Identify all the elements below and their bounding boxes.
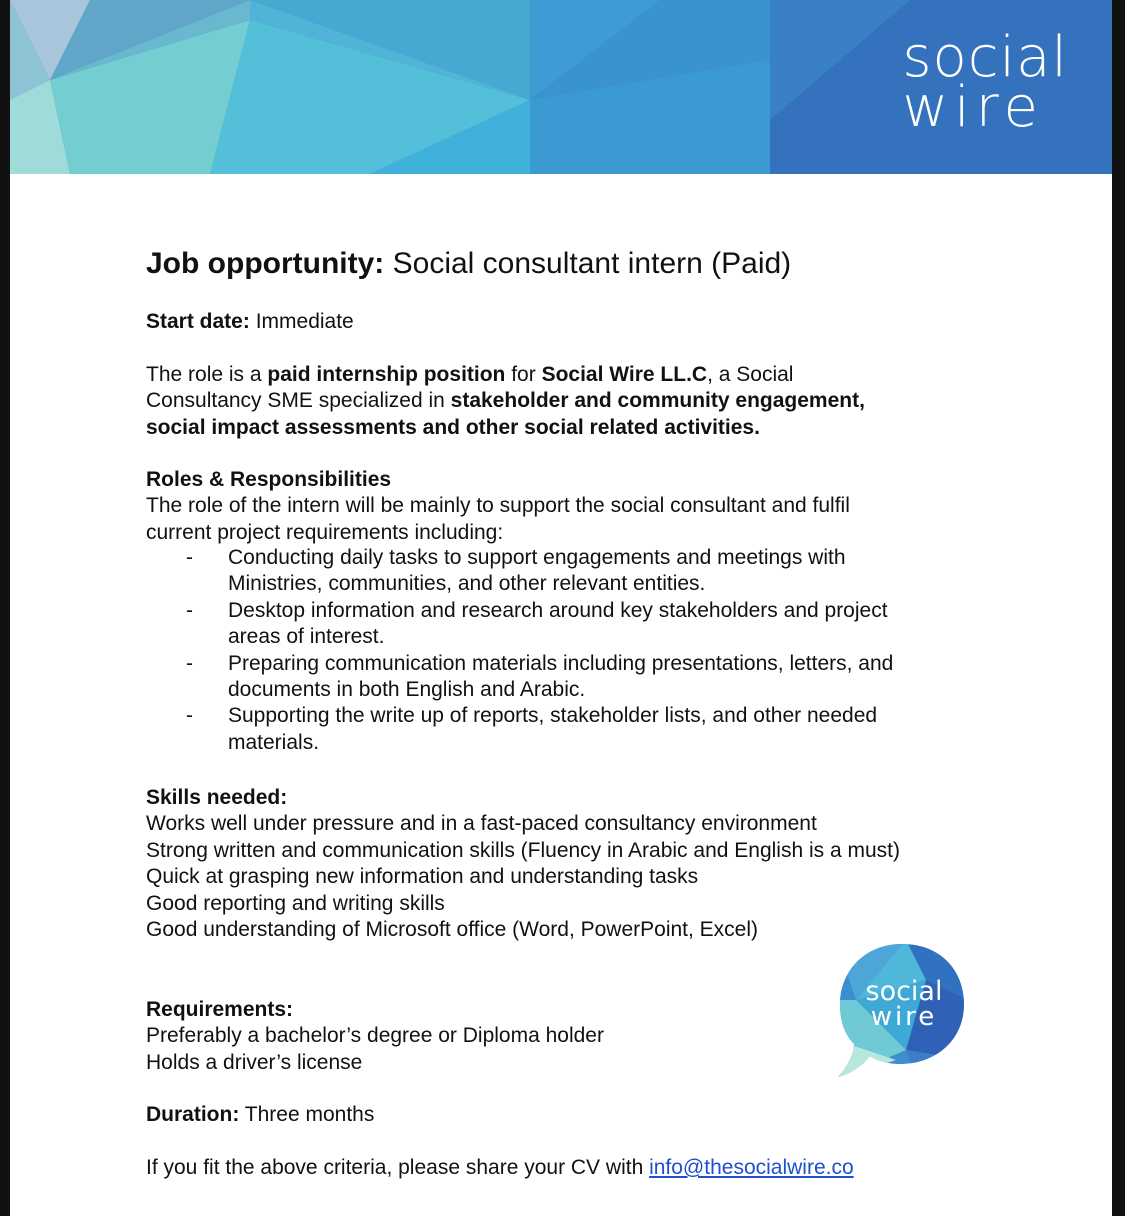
list-item-line1: Supporting the write up of reports, stakeholder lists, and other needed <box>228 704 878 728</box>
duration-label: Duration: <box>146 1103 240 1126</box>
skills-section <box>146 785 900 943</box>
intro-bold-1: paid internship position <box>267 363 506 386</box>
dash-bullet: - <box>186 651 193 675</box>
start-date <box>146 309 354 335</box>
brand-logo <box>902 25 1068 140</box>
requirement-item: Holds a driver’s license <box>146 1050 363 1074</box>
roles-line2: current project requirements including: <box>146 520 504 544</box>
document-page <box>10 0 1112 1216</box>
title-label: Job opportunity: <box>146 247 385 280</box>
intro-paragraph <box>146 362 865 441</box>
intro-text-3: , a Social <box>707 363 794 386</box>
list-item-line1: Conducting daily tasks to support engagements and meetings with <box>228 546 846 569</box>
intro-text-2: for <box>505 363 542 386</box>
skill-item: Good reporting and writing skills <box>146 891 445 915</box>
list-item-line2: materials. <box>228 730 320 754</box>
brand-line1: social <box>902 25 1068 90</box>
skill-item: Quick at grasping new information and understanding tasks <box>146 865 699 889</box>
list-item-line1: Desktop information and research around key stakeholders and project <box>228 598 888 622</box>
intro-bold-3: stakeholder and community engagement, <box>450 389 865 413</box>
skill-item: Strong written and communication skills (Fluency in Arabic and English is a must) <box>146 838 900 862</box>
list-item-line2: Ministries, communities, and other relevant entities. <box>228 572 706 596</box>
logo-wordmark <box>852 978 956 1030</box>
skills-heading: Skills needed: <box>146 786 288 809</box>
page-title <box>146 247 791 281</box>
skill-item: Good understanding of Microsoft office (Word, PowerPoint, Excel) <box>146 918 759 942</box>
intro-text-4: Consultancy SME specialized in <box>146 389 451 413</box>
duration-value: Three months <box>239 1103 375 1126</box>
start-date-value: Immediate <box>249 310 354 333</box>
start-date-label: Start date: <box>146 310 250 333</box>
list-item <box>146 545 893 598</box>
list-item <box>146 598 893 651</box>
brand-line2: wire <box>902 75 1044 140</box>
list-item <box>146 703 893 756</box>
skill-item: Works well under pressure and in a fast-paced consultancy environment <box>146 812 817 836</box>
requirements-heading: Requirements: <box>146 998 294 1021</box>
email-link[interactable]: info@thesocialwire.co <box>649 1156 854 1179</box>
intro-bold-2: Social Wire LL.C <box>541 363 708 386</box>
list-item-line2: documents in both English and Arabic. <box>228 678 586 702</box>
header-banner <box>10 0 1112 174</box>
duration <box>146 1102 374 1128</box>
requirements-section <box>146 997 604 1076</box>
roles-section <box>146 467 850 546</box>
logo-line2: wire <box>870 1002 938 1032</box>
dash-bullet: - <box>186 546 193 569</box>
dash-bullet: - <box>186 704 193 728</box>
contact-text: If you fit the above criteria, please share your CV with <box>146 1156 650 1179</box>
list-item-line1: Preparing communication materials including presentations, letters, and <box>228 651 894 675</box>
list-item-line2: areas of interest. <box>228 625 385 649</box>
logo-line1: social <box>865 976 943 1007</box>
dash-bullet: - <box>186 598 193 622</box>
contact-line <box>146 1155 854 1181</box>
title-value: Social consultant intern (Paid) <box>384 247 792 280</box>
roles-heading: Roles & Responsibilities <box>146 468 392 491</box>
list-item <box>146 651 893 704</box>
roles-list <box>146 545 893 756</box>
intro-bold-4: social impact assessments and other social related activities. <box>146 415 760 439</box>
roles-line1: The role of the intern will be mainly to support the social consultant and fulfil <box>146 494 850 518</box>
intro-text-1: The role is a <box>146 363 268 386</box>
requirement-item: Preferably a bachelor’s degree or Diploma holder <box>146 1024 604 1048</box>
